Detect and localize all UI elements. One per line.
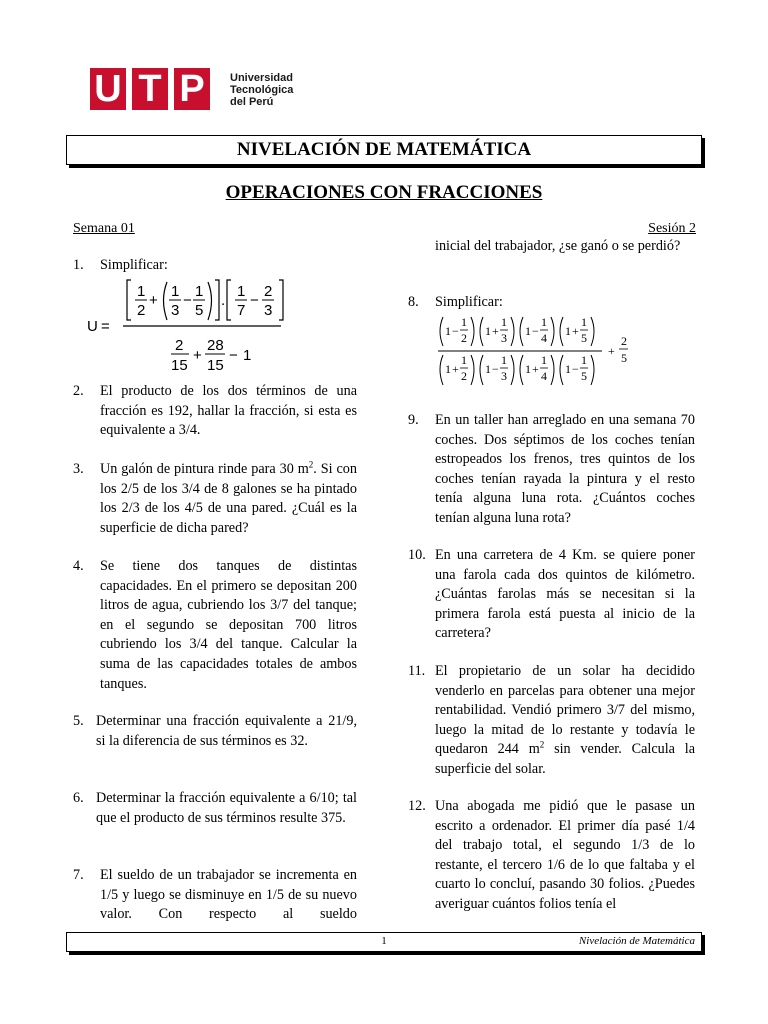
- problem-3: [73, 460, 357, 538]
- svg-text:1: 1: [445, 324, 451, 338]
- svg-text:1: 1: [461, 315, 467, 329]
- utp-logo: [90, 68, 310, 112]
- frac-num: 2: [175, 337, 184, 354]
- problem-number: 11.: [408, 663, 426, 679]
- svg-text:1: 1: [541, 353, 547, 367]
- integer-one: 1: [243, 347, 252, 364]
- frac-num: 1: [171, 283, 180, 300]
- svg-text:4: 4: [541, 331, 547, 345]
- logo-line-2: Tecnológica: [230, 84, 294, 96]
- svg-text:3: 3: [501, 331, 507, 345]
- session-label: Sesión 2: [648, 221, 696, 236]
- problem-1: [73, 256, 357, 276]
- svg-text:−: −: [572, 362, 579, 376]
- problem-7-continued: [408, 237, 695, 257]
- svg-text:3: 3: [501, 369, 507, 383]
- problem-4: [73, 557, 357, 694]
- formula-equals: =: [101, 318, 110, 335]
- problem-number: 10.: [408, 547, 426, 563]
- svg-text:1: 1: [461, 353, 467, 367]
- svg-text:1: 1: [445, 362, 451, 376]
- problem-7: [73, 866, 357, 925]
- problem-text: El producto de los dos términos de una fracción es 192, hallar la fracción, si esta es equivalente a 3/4.: [100, 383, 357, 439]
- problem-text: En un taller han arreglado en una semana 70 coches. Dos séptimos de los coches tenían estropeados los frenos, tres quintos de los coches tenían rayada la pintura y el resto tenía alguna luna rota. ¿Cuántos coches tenían alguna luna rota?: [435, 412, 695, 526]
- formula-simplify-products: [436, 313, 656, 395]
- minus-sign: −: [229, 347, 238, 364]
- problem-number: 9.: [408, 412, 419, 428]
- svg-text:1: 1: [581, 353, 587, 367]
- logo-letter-t: T: [132, 68, 168, 110]
- frac-num: 1: [195, 283, 204, 300]
- svg-text:−: −: [452, 324, 459, 338]
- dot-sign: .: [221, 292, 226, 309]
- problem-number: 7.: [73, 867, 84, 883]
- frac-num: 1: [137, 283, 146, 300]
- problem-text: Determinar la fracción equivalente a 6/10; tal que el producto de sus términos resulte 375.: [96, 790, 357, 826]
- svg-text:1: 1: [581, 315, 587, 329]
- svg-text:+: +: [532, 362, 539, 376]
- svg-text:5: 5: [581, 331, 587, 345]
- problem-number: 5.: [73, 713, 84, 729]
- problem-text: El propietario de un solar ha decidido venderlo en parcelas para obtener una mejor rentabilidad. Vendió primero 3/7 del mismo, luego la mitad de lo restante y todavía le quedaron 244 $m^2$ sin vender. Calcula la superficie del solar.: [435, 663, 696, 777]
- svg-text:2: 2: [461, 369, 467, 383]
- frac-num: 28: [207, 337, 224, 354]
- svg-text:2: 2: [621, 334, 627, 348]
- problem-11: [408, 662, 695, 780]
- problem-8: [408, 293, 695, 313]
- left-column: [73, 256, 357, 926]
- problem-number: 2.: [73, 383, 84, 399]
- svg-text:5: 5: [581, 369, 587, 383]
- minus-sign: −: [183, 292, 192, 309]
- svg-text:−: −: [492, 362, 499, 376]
- problem-text: Simplificar:: [435, 294, 503, 310]
- problem-12: [408, 797, 695, 915]
- svg-text:1: 1: [525, 362, 531, 376]
- logo-line-3: del Perú: [230, 96, 274, 108]
- formula-u: U: [87, 318, 98, 335]
- problem-number: 3.: [73, 461, 84, 477]
- problem-2: [73, 382, 357, 441]
- svg-text:1: 1: [541, 315, 547, 329]
- frac-den: 15: [171, 357, 188, 374]
- problem-text: En una carretera de 4 Km. se quiere poner una farola cada dos quintos de kilómetro. ¿Cuántas farolas más se necesitan si la primera farola está puesta al inicio de la carretera?: [435, 547, 695, 642]
- frac-num: 2: [264, 283, 273, 300]
- problem-5: [73, 712, 357, 751]
- svg-text:1: 1: [501, 315, 507, 329]
- page-number: 1: [381, 935, 387, 947]
- logo-university-name: [230, 72, 293, 108]
- svg-text:+: +: [608, 344, 615, 358]
- frac-num: 1: [237, 283, 246, 300]
- section-subtitle: OPERACIONES CON FRACCIONES: [225, 182, 543, 203]
- svg-text:1: 1: [485, 324, 491, 338]
- problem-number: 4.: [73, 558, 84, 574]
- problem-text: inicial del trabajador, ¿se ganó o se perdió?: [435, 238, 681, 254]
- svg-text:1: 1: [501, 353, 507, 367]
- frac-den: 15: [207, 357, 224, 374]
- minus-sign: −: [250, 292, 259, 309]
- problem-6: [73, 789, 357, 828]
- footer-course-name: Nivelación de Matemática: [578, 935, 695, 947]
- problem-text: Un galón de pintura rinde para 30 $m^2$. Si con los 2/5 de los 3/4 de 8 galones se ha pintado los 2/3 de los 4/5 de una pared. ¿Cuál es la superficie de dicha pared?: [100, 459, 357, 536]
- svg-text:1: 1: [565, 362, 571, 376]
- problem-number: 1.: [73, 257, 84, 273]
- svg-text:1: 1: [525, 324, 531, 338]
- problem-9: [408, 411, 695, 529]
- logo-letter-p: P: [174, 68, 210, 110]
- plus-sign: +: [193, 347, 202, 364]
- problem-text: Simplificar:: [100, 257, 168, 273]
- svg-text:+: +: [572, 324, 579, 338]
- frac-den: 5: [195, 302, 204, 319]
- svg-text:+: +: [492, 324, 499, 338]
- problem-text: Determinar una fracción equivalente a 21/9, si la diferencia de sus términos es 32.: [96, 713, 357, 749]
- svg-text:+: +: [452, 362, 459, 376]
- frac-den: 3: [264, 302, 273, 319]
- page-footer: [66, 932, 702, 952]
- problem-number: 12.: [408, 798, 426, 814]
- problem-text: El sueldo de un trabajador se incrementa en 1/5 y luego se disminuye en 1/5 de su nuevo valor. Con respecto al sueldo: [100, 867, 357, 923]
- formula-simplify-u: [87, 274, 357, 382]
- page-title: NIVELACIÓN DE MATEMÁTICA: [66, 135, 702, 165]
- logo-line-1: Universidad: [230, 72, 293, 84]
- svg-text:2: 2: [461, 331, 467, 345]
- svg-text:1: 1: [485, 362, 491, 376]
- frac-den: 2: [137, 302, 146, 319]
- logo-letter-u: U: [90, 68, 126, 110]
- svg-text:4: 4: [541, 369, 547, 383]
- svg-text:5: 5: [621, 351, 627, 365]
- problem-text: Se tiene dos tanques de distintas capacidades. En el primero se depositan 200 litros de agua, cubriendo los 3/7 del tanque; en el segundo se depositan 700 litros cubriendo los 3/4 del tanque. Calcular la suma de las capacidades totales de ambos tanques.: [100, 558, 357, 692]
- svg-text:−: −: [532, 324, 539, 338]
- svg-text:1: 1: [565, 324, 571, 338]
- problem-number: 8.: [408, 294, 419, 310]
- frac-den: 3: [171, 302, 180, 319]
- plus-sign: +: [149, 292, 158, 309]
- problem-10: [408, 546, 695, 644]
- problem-number: 6.: [73, 790, 84, 806]
- frac-den: 7: [237, 302, 246, 319]
- problem-text: Una abogada me pidió que le pasase un escrito a ordenador. El primer día pasé 1/4 del trabajo total, el segundo 1/3 de lo restante, el tercero 1/6 de lo que faltaba y el cuarto lo concluí, pasando 30 folios. ¿Puedes averiguar cuántos folios tenía el: [435, 798, 695, 912]
- right-column: [408, 237, 695, 927]
- week-label: Semana 01: [73, 221, 135, 236]
